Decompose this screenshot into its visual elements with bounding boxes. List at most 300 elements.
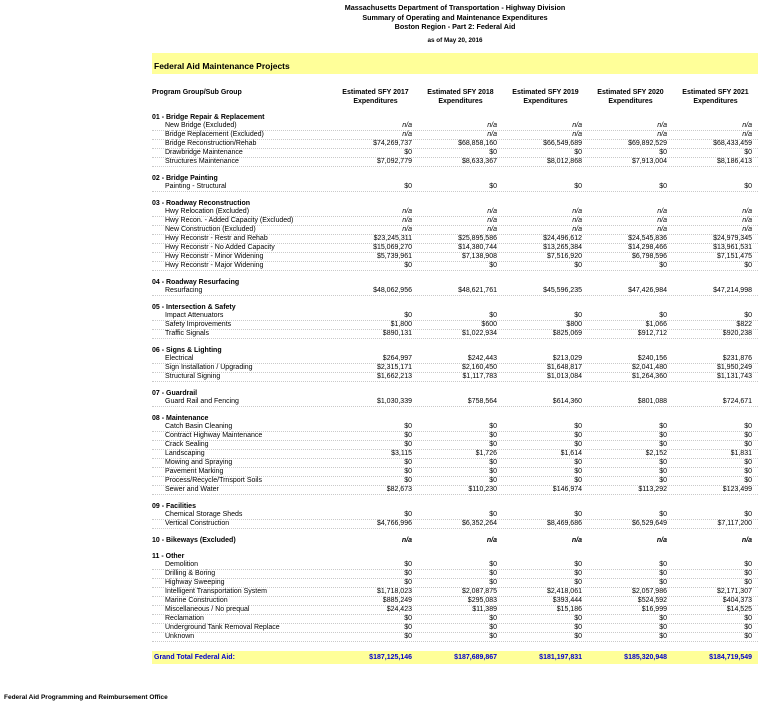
expenditure-value: $0 xyxy=(744,570,752,577)
expenditure-value: $0 xyxy=(574,149,582,156)
expenditure-value: $885,249 xyxy=(382,597,412,604)
expenditure-value: $23,245,311 xyxy=(373,235,412,242)
sub-group-label: Traffic Signals xyxy=(165,330,209,337)
year-column-header-line2: Expenditures xyxy=(693,97,738,105)
expenditure-value: $0 xyxy=(744,459,752,466)
expenditure-value: n/a xyxy=(571,536,582,544)
sub-group-row xyxy=(152,468,758,477)
expenditure-value: $45,596,235 xyxy=(543,287,582,294)
sub-group-row xyxy=(152,312,758,321)
sub-group-label: Bridge Reconstruction/Rehab xyxy=(165,140,257,147)
year-column-header xyxy=(333,88,418,106)
expenditure-value: $1,131,743 xyxy=(716,373,752,380)
sub-group-row xyxy=(152,459,758,468)
expenditure-value: $0 xyxy=(489,570,497,577)
year-column-header-line2: Expenditures xyxy=(438,97,483,105)
sub-group-label: Process/Recycle/Trnsport Soils xyxy=(165,477,262,484)
expenditure-value: n/a xyxy=(402,226,412,233)
expenditure-value: $0 xyxy=(574,262,582,269)
year-column-header-line1: Estimated SFY 2021 xyxy=(682,88,749,96)
sub-group-label: New Bridge (Excluded) xyxy=(165,122,237,129)
sub-group-label: Structures Maintenance xyxy=(165,158,239,165)
expenditure-value: $0 xyxy=(489,432,497,439)
expenditure-value: $0 xyxy=(489,477,497,484)
expenditure-value: $0 xyxy=(744,432,752,439)
grand-total-value: $185,320,948 xyxy=(624,653,667,661)
footer-office-name: Federal Aid Programming and Reimbursement Office xyxy=(4,694,168,701)
expenditure-value: $1,718,023 xyxy=(376,588,412,595)
expenditure-value: $15,069,270 xyxy=(373,244,412,251)
expenditure-value: n/a xyxy=(572,226,582,233)
expenditure-value: n/a xyxy=(572,131,582,138)
expenditure-value: $0 xyxy=(659,570,667,577)
expenditure-value: n/a xyxy=(572,217,582,224)
expenditure-value: $0 xyxy=(489,183,497,190)
group-title: 05 - Intersection & Safety xyxy=(152,303,236,311)
grand-total-label: Grand Total Federal Aid: xyxy=(154,653,235,661)
sub-group-row xyxy=(152,432,758,441)
report-content xyxy=(152,0,758,664)
expenditure-value: $0 xyxy=(404,570,412,577)
sub-group-label: Reclamation xyxy=(165,615,204,622)
expenditure-value: $1,831 xyxy=(730,450,752,457)
group-title: 03 - Roadway Reconstruction xyxy=(152,199,251,207)
expenditure-value: $24,979,345 xyxy=(713,235,752,242)
expenditure-value: $14,298,466 xyxy=(628,244,667,251)
expenditure-value: $2,087,875 xyxy=(461,588,497,595)
year-column-header-line1: Estimated SFY 2020 xyxy=(597,88,664,96)
expenditure-value: n/a xyxy=(742,122,752,129)
group-title-row xyxy=(152,346,758,355)
table-header-row xyxy=(152,88,758,106)
group-title: 11 - Other xyxy=(152,552,185,560)
expenditure-value: $0 xyxy=(659,561,667,568)
sub-group-row xyxy=(152,624,758,633)
expenditure-value: $0 xyxy=(744,477,752,484)
expenditure-value: n/a xyxy=(657,217,667,224)
sub-group-label: Drawbridge Maintenance xyxy=(165,149,243,156)
expenditure-value: $0 xyxy=(489,624,497,631)
sub-group-row xyxy=(152,561,758,570)
expenditure-value: $0 xyxy=(404,149,412,156)
expenditure-value: $0 xyxy=(744,312,752,319)
expenditure-value: $0 xyxy=(659,511,667,518)
expenditure-value: $5,739,961 xyxy=(376,253,412,260)
expenditure-value: $2,315,171 xyxy=(376,364,412,371)
sub-group-row xyxy=(152,183,758,192)
expenditure-value: $0 xyxy=(404,615,412,622)
sub-group-label: Demolition xyxy=(165,561,199,568)
expenditure-value: $404,373 xyxy=(722,597,752,604)
sub-group-label: Resurfacing xyxy=(165,287,203,294)
grand-total-value: $187,125,146 xyxy=(369,653,412,661)
program-group-section xyxy=(152,303,758,339)
sub-group-label: Drilling & Boring xyxy=(165,570,216,577)
expenditure-value: $68,858,160 xyxy=(458,140,497,147)
sub-group-label: Impact Attenuators xyxy=(165,312,224,319)
sub-group-row xyxy=(152,398,758,407)
section-banner-label: Federal Aid Maintenance Projects xyxy=(154,60,290,71)
group-title-row xyxy=(152,199,758,208)
sub-group-row xyxy=(152,217,758,226)
expenditure-value: $0 xyxy=(574,615,582,622)
expenditure-value: $47,426,984 xyxy=(628,287,667,294)
expenditure-value: $0 xyxy=(489,312,497,319)
report-title-line3: Boston Region - Part 2: Federal Aid xyxy=(394,22,516,31)
expenditure-value: n/a xyxy=(741,536,752,544)
expenditure-value: $4,766,996 xyxy=(376,520,412,527)
expenditure-value: $0 xyxy=(659,312,667,319)
sub-group-label: Hwy Reconstr - Major Widening xyxy=(165,262,264,269)
sub-group-row xyxy=(152,235,758,244)
expenditure-value: n/a xyxy=(402,131,412,138)
expenditure-value: $1,950,249 xyxy=(716,364,752,371)
program-group-column-header: Program Group/Sub Group xyxy=(152,88,242,96)
expenditure-value: $0 xyxy=(659,183,667,190)
expenditure-value: $2,418,061 xyxy=(546,588,582,595)
expenditure-value: $0 xyxy=(659,459,667,466)
sub-group-row xyxy=(152,588,758,597)
year-column-header xyxy=(673,88,758,106)
year-column-header-line2: Expenditures xyxy=(353,97,398,105)
sub-group-row xyxy=(152,441,758,450)
expenditure-value: $1,726 xyxy=(475,450,497,457)
expenditure-value: $0 xyxy=(744,468,752,475)
sub-group-label: Miscellaneous / No prequal xyxy=(165,606,250,613)
sub-group-label: Hwy Reconstr - Restr and Rehab xyxy=(165,235,268,242)
expenditure-value: $0 xyxy=(659,477,667,484)
expenditure-value: $0 xyxy=(574,561,582,568)
expenditure-value: $0 xyxy=(659,423,667,430)
expenditure-value: $0 xyxy=(489,423,497,430)
expenditure-value: $0 xyxy=(659,579,667,586)
expenditure-value: $1,648,817 xyxy=(546,364,582,371)
expenditure-value: $25,895,586 xyxy=(458,235,497,242)
expenditure-value: $524,592 xyxy=(637,597,667,604)
expenditure-value: $123,499 xyxy=(722,486,752,493)
expenditure-value: $48,621,761 xyxy=(458,287,497,294)
expenditure-value: $6,798,596 xyxy=(631,253,667,260)
expenditure-value: $0 xyxy=(659,615,667,622)
program-group-section xyxy=(152,414,758,495)
grand-total-row xyxy=(152,651,758,664)
sub-group-row xyxy=(152,287,758,296)
group-title-row xyxy=(152,536,758,545)
grand-total-value: $181,197,831 xyxy=(539,653,582,661)
expenditure-value: $0 xyxy=(404,441,412,448)
expenditure-value: $2,057,986 xyxy=(631,588,667,595)
sub-group-label: Marine Construction xyxy=(165,597,228,604)
expenditure-value: $24,545,836 xyxy=(628,235,667,242)
expenditure-value: $0 xyxy=(404,561,412,568)
expenditure-value: $1,022,934 xyxy=(461,330,497,337)
expenditure-value: $0 xyxy=(574,312,582,319)
program-group-section xyxy=(152,502,758,529)
sub-group-label: Sewer and Water xyxy=(165,486,219,493)
year-column-header-line2: Expenditures xyxy=(523,97,568,105)
sub-group-label: Unknown xyxy=(165,633,195,640)
section-banner xyxy=(152,53,758,74)
sub-group-label: Intelligent Transportation System xyxy=(165,588,267,595)
expenditure-value: $2,171,307 xyxy=(716,588,752,595)
expenditure-value: n/a xyxy=(742,131,752,138)
expenditure-value: $16,999 xyxy=(641,606,667,613)
year-column-header xyxy=(588,88,673,106)
expenditure-value: $264,997 xyxy=(382,355,412,362)
group-title-row xyxy=(152,502,758,511)
expenditure-value: $0 xyxy=(744,579,752,586)
expenditure-value: $0 xyxy=(574,477,582,484)
expenditure-value: $2,152 xyxy=(645,450,667,457)
expenditure-value: $0 xyxy=(489,149,497,156)
expenditure-value: n/a xyxy=(487,217,497,224)
expenditure-value: $0 xyxy=(574,579,582,586)
expenditure-value: $68,433,459 xyxy=(713,140,752,147)
expenditure-value: $0 xyxy=(574,423,582,430)
expenditure-value: $0 xyxy=(404,312,412,319)
expenditure-value: $1,117,783 xyxy=(462,373,497,380)
expenditure-value: $0 xyxy=(659,441,667,448)
expenditure-value: n/a xyxy=(572,122,582,129)
expenditure-value: $0 xyxy=(489,633,497,640)
expenditure-value: $0 xyxy=(404,468,412,475)
expenditure-value: $801,088 xyxy=(637,398,667,405)
expenditure-value: $231,876 xyxy=(722,355,752,362)
expenditure-value: $0 xyxy=(489,468,497,475)
sub-group-label: New Construction (Excluded) xyxy=(165,226,256,233)
expenditure-value: $48,062,956 xyxy=(373,287,412,294)
program-group-section xyxy=(152,278,758,296)
sub-group-row xyxy=(152,373,758,382)
sub-group-label: Hwy Reconstr - No Added Capacity xyxy=(165,244,275,251)
program-group-section xyxy=(152,389,758,407)
sub-group-label: Hwy Recon. - Added Capacity (Excluded) xyxy=(165,217,294,224)
sub-group-row xyxy=(152,597,758,606)
program-group-section xyxy=(152,113,758,167)
expenditure-value: $66,549,689 xyxy=(543,140,582,147)
report-title-block xyxy=(152,0,758,44)
expenditure-value: n/a xyxy=(657,122,667,129)
group-title-row xyxy=(152,303,758,312)
expenditure-value: $1,013,084 xyxy=(546,373,582,380)
sub-group-row xyxy=(152,423,758,432)
group-title-row xyxy=(152,414,758,423)
group-title: 04 - Roadway Resurfacing xyxy=(152,278,240,286)
expenditure-value: $7,117,200 xyxy=(717,520,752,527)
year-column-header-line1: Estimated SFY 2017 xyxy=(342,88,409,96)
expenditure-value: $1,614 xyxy=(560,450,582,457)
sub-group-row xyxy=(152,606,758,615)
sub-group-label: Hwy Relocation (Excluded) xyxy=(165,208,250,215)
expenditure-value: $1,800 xyxy=(390,321,412,328)
expenditure-value: $7,516,920 xyxy=(546,253,582,260)
expenditure-value: $146,974 xyxy=(552,486,582,493)
sub-group-label: Contract Highway Maintenance xyxy=(165,432,263,439)
sub-group-row xyxy=(152,486,758,495)
expenditure-value: $0 xyxy=(744,511,752,518)
group-title-row xyxy=(152,113,758,122)
sub-group-row xyxy=(152,262,758,271)
report-as-of-date: as of May 20, 2016 xyxy=(427,36,483,44)
expenditure-value: $8,012,868 xyxy=(546,158,582,165)
group-title-row xyxy=(152,389,758,398)
expenditure-value: $6,529,649 xyxy=(631,520,667,527)
program-group-section xyxy=(152,199,758,271)
sub-group-label: Pavement Marking xyxy=(165,468,224,475)
expenditure-value: $0 xyxy=(659,468,667,475)
sub-group-row xyxy=(152,633,758,642)
sub-group-row xyxy=(152,364,758,373)
group-title: 08 - Maintenance xyxy=(152,414,209,422)
expenditure-value: n/a xyxy=(742,208,752,215)
expenditure-value: $0 xyxy=(404,579,412,586)
expenditure-value: $2,160,450 xyxy=(461,364,497,371)
expenditure-value: n/a xyxy=(487,208,497,215)
expenditure-value: n/a xyxy=(487,131,497,138)
sub-group-row xyxy=(152,122,758,131)
grand-total-value: $187,689,867 xyxy=(454,653,497,661)
sub-group-row xyxy=(152,355,758,364)
sub-group-row xyxy=(152,579,758,588)
sub-group-label: Catch Basin Cleaning xyxy=(165,423,233,430)
expenditure-value: $0 xyxy=(744,149,752,156)
year-column-header-line1: Estimated SFY 2018 xyxy=(427,88,494,96)
expenditure-value: $213,029 xyxy=(552,355,582,362)
expenditure-value: $0 xyxy=(489,561,497,568)
expenditure-value: $758,564 xyxy=(467,398,497,405)
expenditure-value: n/a xyxy=(657,226,667,233)
expenditure-value: n/a xyxy=(402,122,412,129)
sub-group-row xyxy=(152,477,758,486)
expenditure-value: $0 xyxy=(659,633,667,640)
expenditure-value: $0 xyxy=(744,262,752,269)
sub-group-label: Guard Rail and Fencing xyxy=(165,398,239,405)
expenditure-value: n/a xyxy=(487,226,497,233)
expenditure-value: $6,352,264 xyxy=(461,520,497,527)
sub-group-row xyxy=(152,140,758,149)
expenditure-value: $7,092,779 xyxy=(376,158,412,165)
sub-group-row xyxy=(152,615,758,624)
expenditure-value: $825,069 xyxy=(552,330,582,337)
expenditure-value: n/a xyxy=(401,536,412,544)
expenditure-value: $2,041,480 xyxy=(631,364,667,371)
expenditure-value: $0 xyxy=(404,183,412,190)
expenditure-value: $0 xyxy=(744,624,752,631)
program-group-section xyxy=(152,346,758,382)
sub-group-label: Electrical xyxy=(165,355,194,362)
year-column-header-line2: Expenditures xyxy=(608,97,653,105)
expenditure-value: $0 xyxy=(659,624,667,631)
year-column-header-line1: Estimated SFY 2019 xyxy=(512,88,579,96)
expenditure-value: $3,115 xyxy=(391,450,412,457)
sub-group-row xyxy=(152,511,758,520)
expenditure-value: $24,423 xyxy=(386,606,412,613)
expenditure-value: $0 xyxy=(404,511,412,518)
sub-group-label: Chemical Storage Sheds xyxy=(165,511,243,518)
expenditure-value: $800 xyxy=(566,321,582,328)
expenditure-value: $1,264,360 xyxy=(631,373,667,380)
sub-group-label: Painting - Structural xyxy=(165,183,227,190)
sub-group-label: Crack Sealing xyxy=(165,441,209,448)
sub-group-label: Mowing and Spraying xyxy=(165,459,233,466)
expenditure-value: $0 xyxy=(574,633,582,640)
expenditure-value: $0 xyxy=(744,441,752,448)
group-title-row xyxy=(152,278,758,287)
sub-group-row xyxy=(152,520,758,529)
expenditure-value: n/a xyxy=(402,217,412,224)
expenditure-value: $0 xyxy=(659,262,667,269)
program-group-section xyxy=(152,536,758,545)
expenditure-value: $242,443 xyxy=(467,355,497,362)
expenditure-value: $0 xyxy=(489,441,497,448)
expenditure-value: $15,186 xyxy=(556,606,582,613)
expenditure-value: $0 xyxy=(404,624,412,631)
expenditure-value: $0 xyxy=(744,561,752,568)
expenditure-value: $0 xyxy=(404,423,412,430)
group-title: 06 - Signs & Lighting xyxy=(152,346,222,354)
expenditure-value: $8,469,686 xyxy=(546,520,582,527)
group-title: 02 - Bridge Painting xyxy=(152,174,218,182)
sub-group-label: Safety Improvements xyxy=(165,321,232,328)
expenditure-value: $0 xyxy=(574,459,582,466)
group-title: 01 - Bridge Repair & Replacement xyxy=(152,113,265,121)
sub-group-row xyxy=(152,450,758,459)
program-group-section xyxy=(152,552,758,642)
expenditure-value: $0 xyxy=(574,511,582,518)
expenditure-value: $724,671 xyxy=(722,398,752,405)
expenditure-value: $0 xyxy=(489,579,497,586)
expenditure-value: $0 xyxy=(489,262,497,269)
expenditure-value: $0 xyxy=(744,423,752,430)
expenditure-value: $0 xyxy=(574,183,582,190)
expenditure-value: $11,389 xyxy=(472,606,497,613)
sub-group-row xyxy=(152,158,758,167)
expenditure-value: $0 xyxy=(574,468,582,475)
expenditure-value: $240,156 xyxy=(637,355,667,362)
grand-total-value: $184,719,549 xyxy=(709,653,752,661)
expenditure-value: $7,138,908 xyxy=(461,253,497,260)
expenditure-value: $82,673 xyxy=(386,486,412,493)
expenditure-value: $0 xyxy=(489,511,497,518)
expenditure-value: $912,712 xyxy=(637,330,667,337)
expenditure-value: $0 xyxy=(404,477,412,484)
expenditure-value: $0 xyxy=(404,262,412,269)
expenditure-value: $0 xyxy=(744,633,752,640)
expenditure-value: $0 xyxy=(574,441,582,448)
expenditure-value: $47,214,998 xyxy=(713,287,752,294)
report-title-line2: Summary of Operating and Maintenance Expenditures xyxy=(362,12,548,22)
expenditure-value: n/a xyxy=(657,208,667,215)
expenditure-value: $822 xyxy=(736,321,752,328)
year-column-header xyxy=(503,88,588,106)
sub-group-label: Vertical Construction xyxy=(165,520,230,527)
expenditure-value: $14,380,744 xyxy=(458,244,497,251)
expenditure-value: $69,892,529 xyxy=(628,140,667,147)
table-body xyxy=(152,113,758,642)
expenditure-value: n/a xyxy=(657,131,667,138)
expenditure-value: $0 xyxy=(489,615,497,622)
year-column-header xyxy=(418,88,503,106)
group-title: 10 - Bikeways (Excluded) xyxy=(152,536,236,544)
expenditure-value: $1,030,339 xyxy=(376,398,412,405)
expenditure-value: $920,238 xyxy=(722,330,752,337)
sub-group-label: Structural Signing xyxy=(165,373,221,380)
sub-group-row xyxy=(152,244,758,253)
expenditure-value: $295,083 xyxy=(467,597,497,604)
expenditure-value: $24,496,612 xyxy=(543,235,582,242)
program-group-section xyxy=(152,174,758,192)
expenditure-value: $0 xyxy=(574,432,582,439)
